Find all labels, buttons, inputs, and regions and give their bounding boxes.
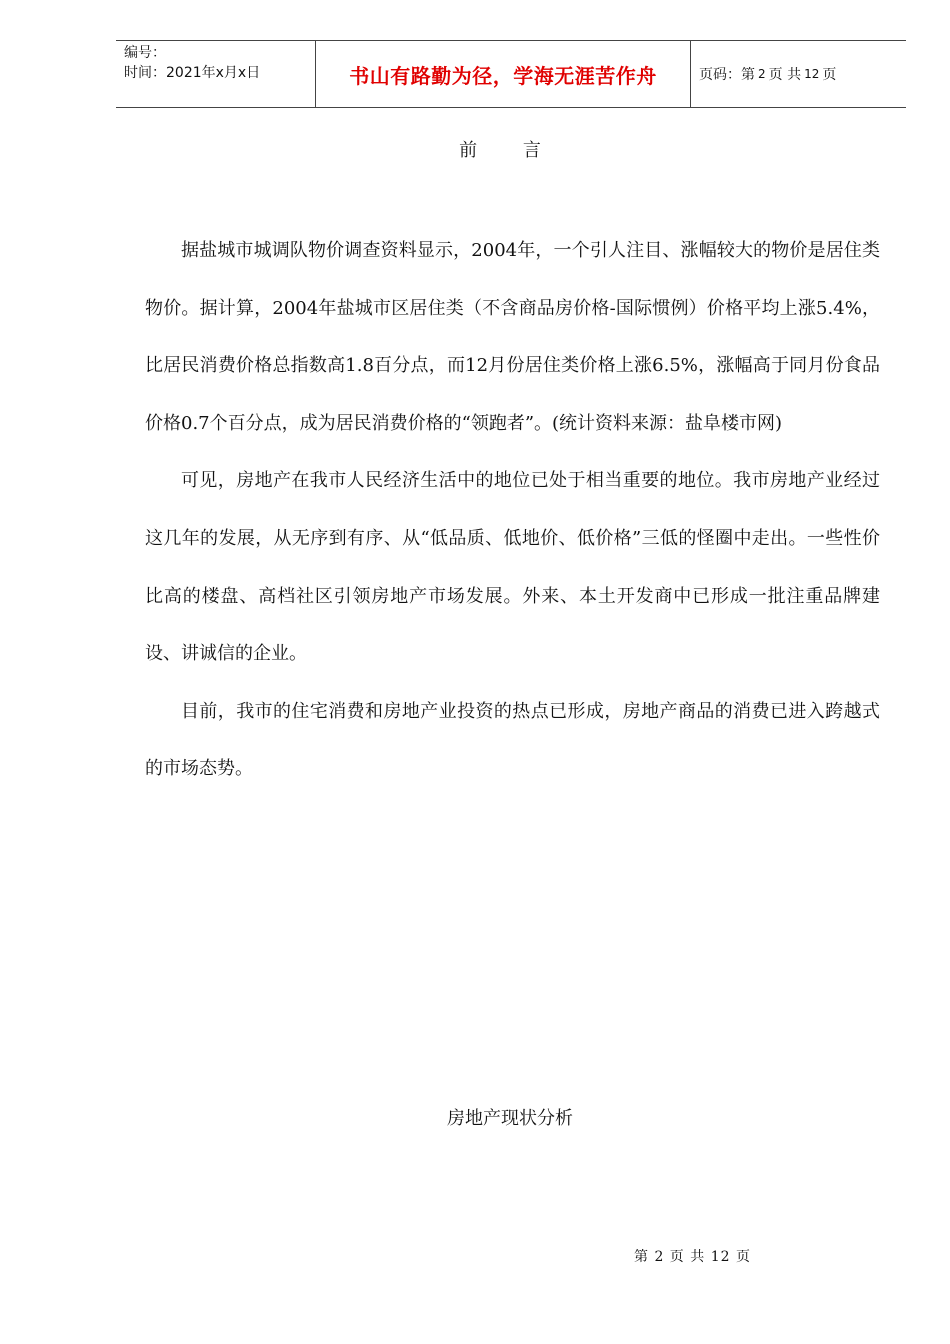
time-label: 时间：2021年x月x日: [124, 65, 261, 81]
page-mid: 页 共: [768, 67, 802, 83]
section-title: 房地产现状分析: [447, 1108, 573, 1129]
page-title: 前 言: [459, 140, 561, 161]
header-page-info: [691, 41, 906, 107]
header-slogan: 书山有路勤为径，学海无涯苦作舟: [349, 63, 657, 88]
page-title-wrap: [0, 136, 950, 162]
header-meta: [116, 41, 316, 107]
paragraph: 目前，我市的住宅消费和房地产业投资的热点已形成，房地产商品的消费已进入跨越式的市场态势。: [145, 700, 880, 780]
paragraph: 可见，房地产在我市人民经济生活中的地位已处于相当重要的地位。我市房地产业经过这几年的发展，从无序到有序、从“低品质、低地价、低价格”三低的怪圈中走出。一些性价比高的楼盘、高档社区引领房地产市场发展。外来、本土开发商中已形成一批注重品牌建设、讲诚信的企业。: [145, 470, 880, 665]
header-slogan-cell: [316, 41, 691, 107]
page-prefix: 页码：第: [699, 67, 755, 83]
paragraph: 据盐城市城调队物价调查资料显示，2004年，一个引人注目、涨幅较大的物价是居住类物价。据计算，2004年盐城市区居住类（不含商品房价格-国际惯例）价格平均上涨5.4%，比居民消费价格总指数高1.8百分点，而12月份居住类价格上涨6.5%，涨幅高于同月份食品价格0.7个百分点，成为居民消费价格的“领跑者”。(统计资料来源：盐阜楼市网): [145, 240, 880, 434]
body-text: [145, 222, 880, 798]
page-total: 12: [804, 67, 820, 81]
page-footer: 第 2 页 共 12 页: [634, 1249, 751, 1265]
page-suffix: 页: [822, 67, 837, 83]
page-current: 2: [758, 67, 766, 81]
code-label: 编号：: [124, 45, 166, 61]
page-header: [116, 40, 906, 108]
